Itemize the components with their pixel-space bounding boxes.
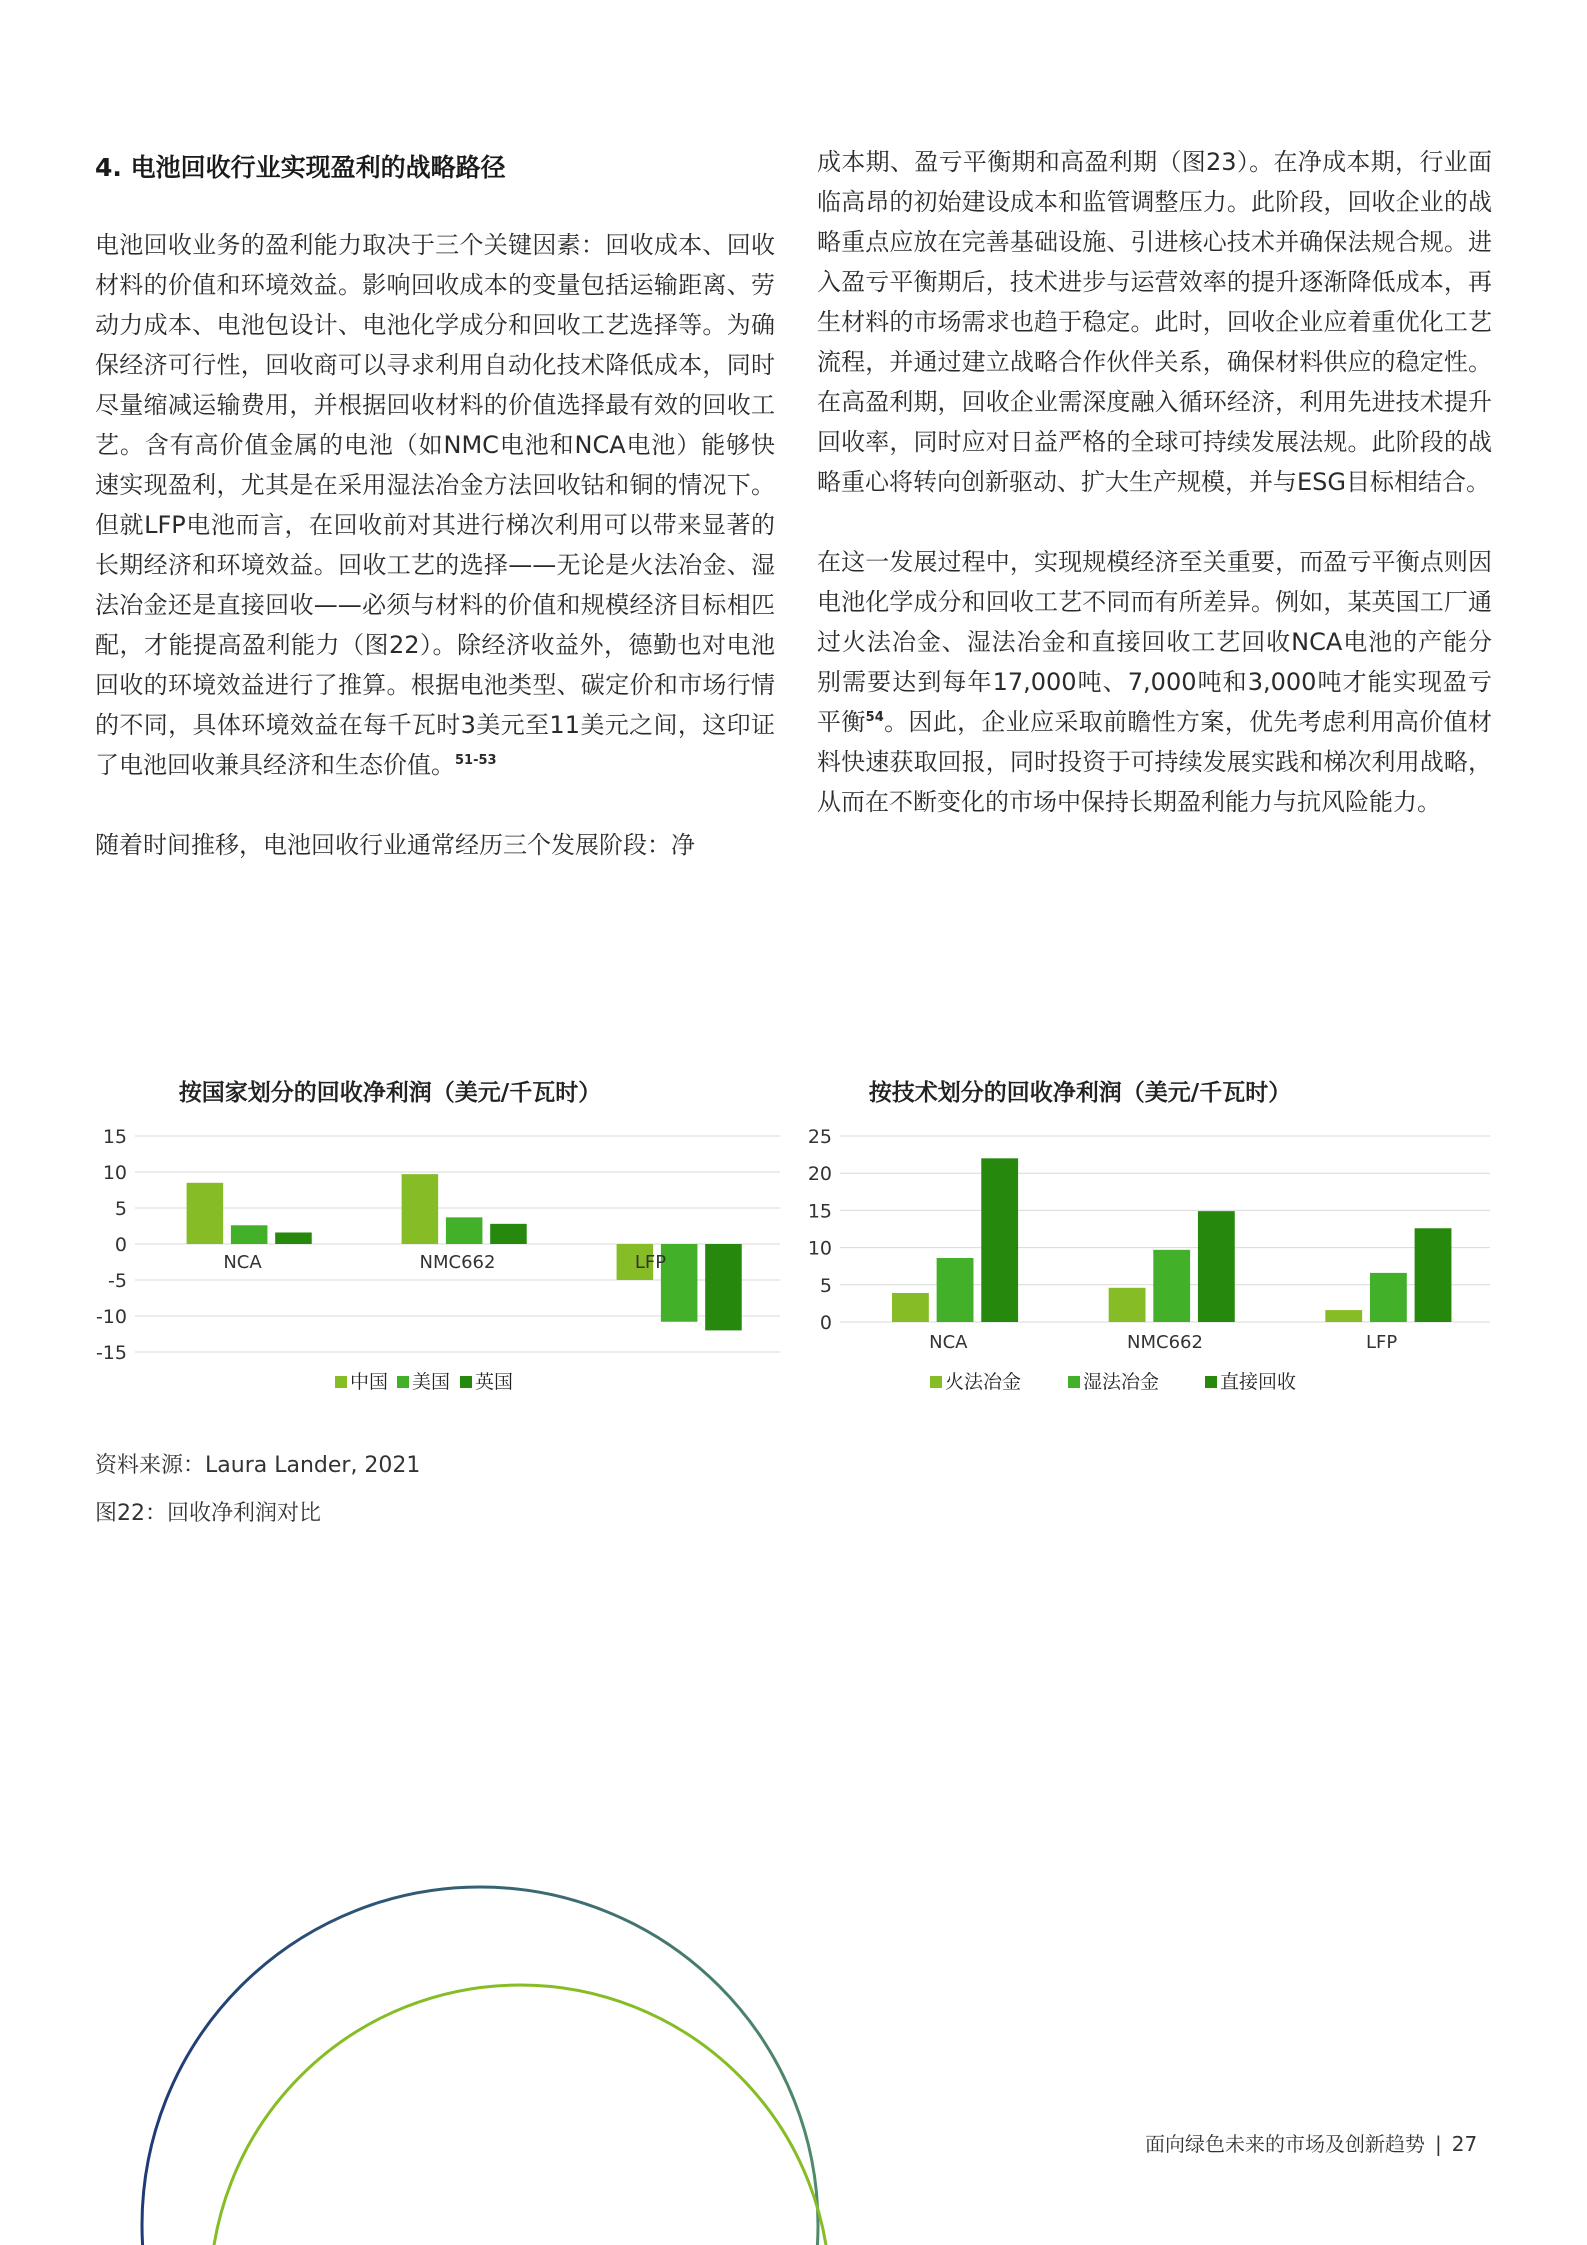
category-label: NCA [929,1332,968,1353]
y-tick-label: 5 [114,1198,127,1220]
legend-label: 中国 [350,1371,389,1393]
legend-swatch [397,1376,409,1388]
figure-caption-text: 回收净利润对比 [167,1501,322,1526]
category-label: NMC662 [419,1252,496,1273]
paragraph-text: 在这一发展过程中，实现规模经济至关重要，而盈亏平衡点则因电池化学成分和回收工艺不同而有所差异。例如，某英国工厂通过火法冶金、湿法冶金和直接回收工艺回收NCA电池的产能分别需要达到每年17,000吨、7,000吨和3,000吨才能实现盈亏平衡 [817,548,1492,736]
bar [275,1232,312,1244]
bar [187,1183,224,1244]
paragraph [817,542,1492,822]
bar [402,1174,439,1244]
bar [1370,1273,1407,1322]
legend-label: 英国 [475,1371,514,1393]
y-tick-label: -10 [95,1306,127,1328]
legend-swatch [335,1376,347,1388]
legend-label: 美国 [412,1371,451,1393]
y-tick-label: 10 [102,1162,127,1184]
y-tick-label: 20 [807,1163,832,1186]
bar [1198,1211,1235,1322]
section-title: 4. 电池回收行业实现盈利的战略路径 [95,153,506,182]
legend-label: 湿法冶金 [1083,1371,1160,1393]
bar [892,1293,929,1322]
paragraph-text: 。因此，企业应采取前瞻性方案，优先考虑利用高价值材料快速获取回报，同时投资于可持续发展实践和梯次利用战略，从而在不断变化的市场中保持长期盈利能力与抗风险能力。 [817,708,1493,816]
legend-swatch [1205,1376,1217,1388]
paragraph: 成本期、盈亏平衡期和高盈利期（图23）。在净成本期，行业面临高昂的初始建设成本和监管调整压力。此阶段，回收企业的战略重点应放在完善基础设施、引进核心技术并确保法规合规。进入盈亏平衡期后，技术进步与运营效率的提升逐渐降低成本，再生材料的市场需求也趋于稳定。此时，回收企业应着重优化工艺流程，并通过建立战略合作伙伴关系，确保材料供应的稳定性。在高盈利期，回收企业需深度融入循环经济，利用先进技术提升回收率，同时应对日益严格的全球可持续发展法规。此阶段的战略重心将转向创新驱动、扩大生产规模，并与ESG目标相结合。 [817,148,1492,496]
source-label: 资料来源： [95,1453,206,1478]
right-column [817,142,1492,862]
source-text: Laura Lander, 2021 [205,1453,421,1478]
legend-label: 直接回收 [1220,1371,1297,1393]
bar [1325,1310,1362,1322]
y-tick-label: -5 [108,1270,127,1292]
paragraph [95,225,775,785]
paragraph-text: 电池回收业务的盈利能力取决于三个关键因素：回收成本、回收材料的价值和环境效益。影响回收成本的变量包括运输距离、劳动力成本、电池包设计、电池化学成分和回收工艺选择等。为确保经济可行性，回收商可以寻求利用自动化技术降低成本，同时尽量缩减运输费用，并根据回收材料的价值选择最有效的回收工艺。含有高价值金属的电池（如NMC电池和NCA电池）能够快速实现盈利，尤其是在采用湿法冶金方法回收钴和铜的情况下。但就LFP电池而言，在回收前对其进行梯次利用可以带来显著的长期经济和环境效益。回收工艺的选择——无论是火法冶金、湿法冶金还是直接回收——必须与材料的价值和规模经济目标相匹配，才能提高盈利能力（图22）。除经济收益外，德勤也对电池回收的环境效益进行了推算。根据电池类型、碳定价和市场行情的不同，具体环境效益在每千瓦时3美元至11美元之间，这印证了电池回收兼具经济和生态价值。 [95,231,775,779]
reference-superscript: 51-53 [455,753,497,768]
footer-separator: | [1435,2132,1442,2156]
bar [231,1225,268,1244]
page-number: 27 [1451,2132,1478,2156]
y-tick-label: 5 [819,1274,832,1297]
category-label: LFP [634,1252,667,1273]
y-tick-label: 10 [807,1237,832,1260]
category-label: LFP [1366,1332,1398,1353]
legend-swatch [460,1376,472,1388]
paragraph: 随着时间推移，电池回收行业通常经历三个发展阶段：净 [95,831,695,859]
decorative-circles [0,1820,900,2245]
bar [1415,1228,1452,1322]
bar [1109,1288,1146,1322]
chart-by-country [90,1070,790,1410]
legend-label: 火法冶金 [945,1371,1022,1393]
bar [1153,1250,1190,1322]
chart-title: 按技术划分的回收净利润（美元/千瓦时） [868,1080,1292,1106]
bar [661,1244,698,1322]
legend-swatch [930,1376,942,1388]
figure-label: 图22： [95,1501,167,1526]
blue-circle [142,1887,818,2245]
left-column [95,225,775,905]
figure-caption [95,1496,321,1527]
reference-superscript: 54 [865,710,884,725]
category-label: NMC662 [1127,1332,1203,1353]
legend-swatch [1068,1376,1080,1388]
chart-by-technology [780,1070,1500,1410]
source-line [95,1448,420,1479]
page-footer [1145,2128,1477,2157]
chart-title: 按国家划分的回收净利润（美元/千瓦时） [178,1080,602,1106]
bar [446,1217,483,1244]
y-tick-label: 0 [819,1312,832,1334]
category-label: NCA [223,1252,262,1273]
bar [937,1258,974,1322]
y-tick-label: 15 [807,1200,832,1223]
y-tick-label: -15 [95,1342,127,1364]
y-tick-label: 0 [114,1234,127,1256]
y-tick-label: 25 [807,1126,832,1148]
bar [981,1158,1018,1322]
green-circle [210,1985,830,2245]
y-tick-label: 15 [102,1126,127,1148]
footer-title: 面向绿色未来的市场及创新趋势 [1145,2132,1425,2156]
bar [705,1244,742,1330]
bar [490,1224,527,1244]
